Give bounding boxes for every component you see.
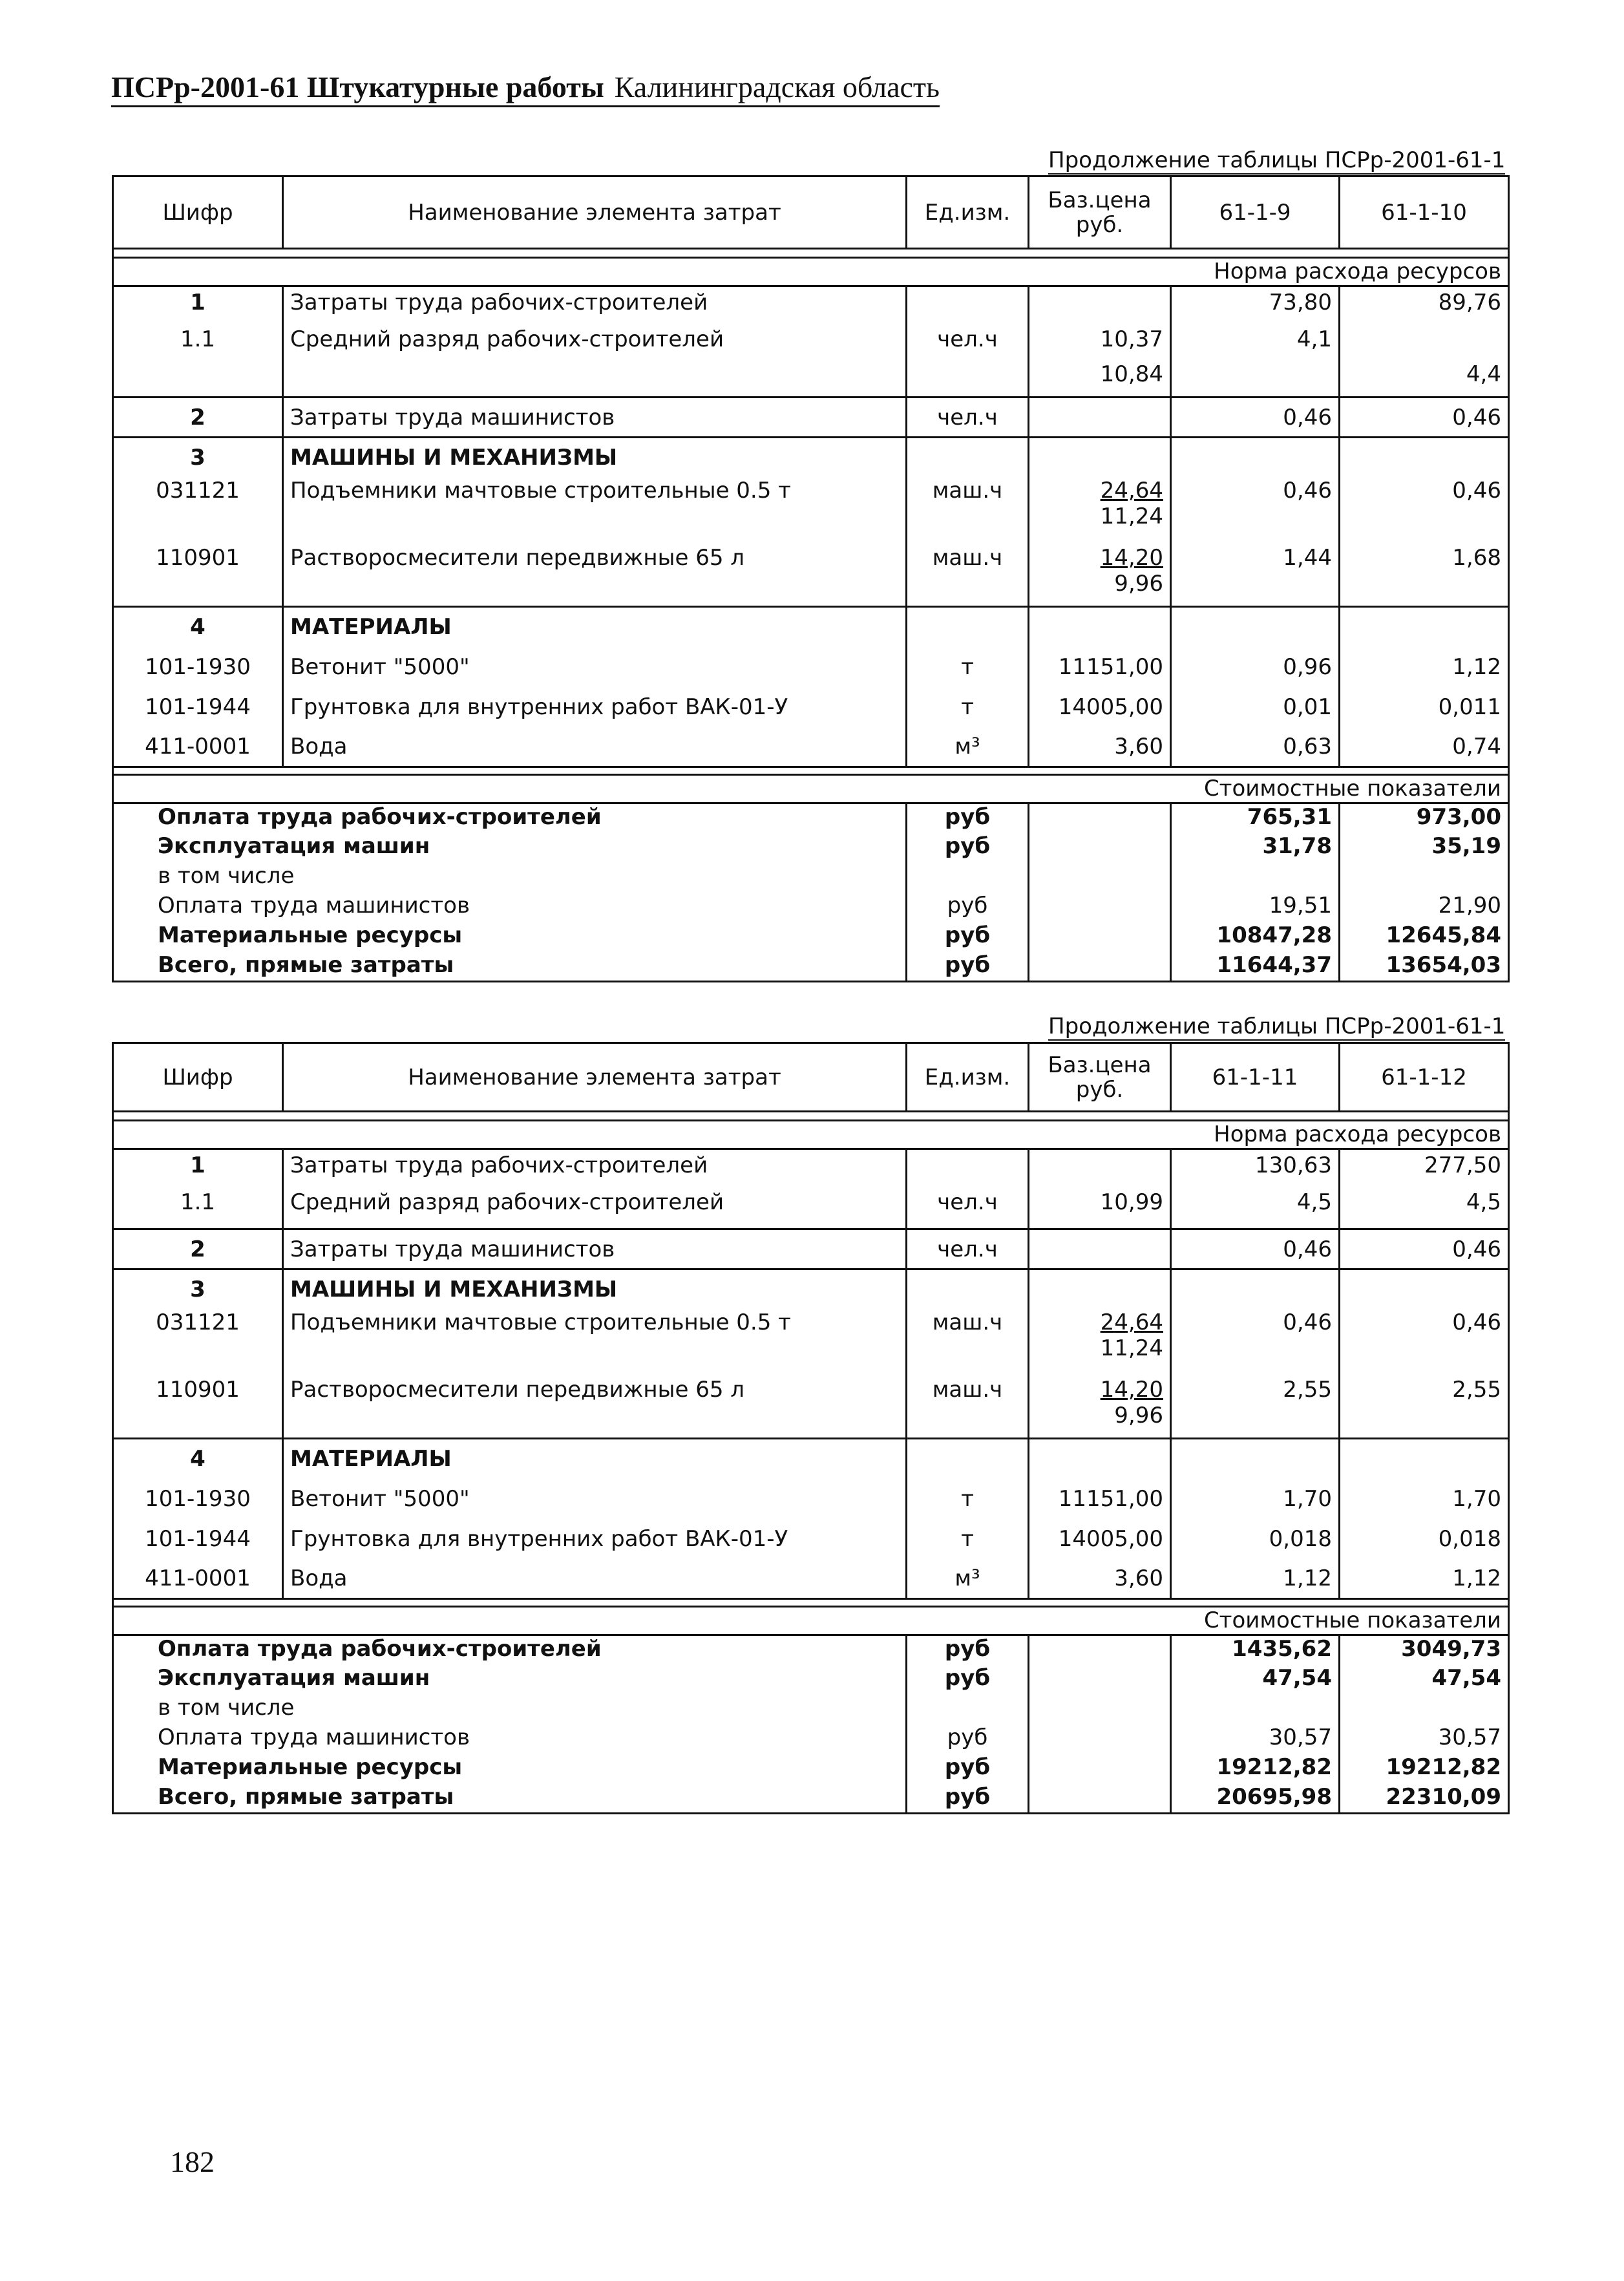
total-row: в том числе <box>113 1695 1509 1724</box>
col-header-price: Баз.цена руб. <box>1029 176 1171 249</box>
total-row: Оплата труда машинистов руб 19,51 21,90 <box>113 893 1509 922</box>
section-row-costs <box>113 1607 1509 1635</box>
total-row: в том числе <box>113 863 1509 893</box>
section-row-materials: 4 МАТЕРИАЛЫ <box>113 607 1509 647</box>
col-header-price: Баз.цена руб. <box>1029 1043 1171 1112</box>
table-row: 101-1944 Грунтовка для внутренних работ ВАК-01-У т 14005,00 0,018 0,018 <box>113 1519 1509 1559</box>
page-number: 182 <box>170 2145 215 2178</box>
total-row: Материальные ресурсы руб 19212,82 19212,82 <box>113 1754 1509 1784</box>
document-code-title: ПСРр-2001-61 Штукатурные работы <box>111 70 604 103</box>
table-row: 1.1 Средний разряд рабочих-строителей чел.ч 10,37 10,84 4,1 4,4 <box>113 326 1509 398</box>
table-row: 110901 Растворосмесители передвижные 65 л маш.ч 14,20 9,96 2,55 2,55 <box>113 1377 1509 1439</box>
total-row: Эксплуатация машин руб 47,54 47,54 <box>113 1665 1509 1695</box>
col-header-code: Шифр <box>113 176 283 249</box>
table-row: 1 Затраты труда рабочих-строителей 130,63 277,50 <box>113 1149 1509 1189</box>
column-header-row <box>113 1043 1509 1112</box>
total-row: Всего, прямые затраты руб 11644,37 13654,03 <box>113 952 1509 982</box>
table-caption: Продолжение таблицы ПСРр-2001-61-1 <box>1048 147 1506 173</box>
cost-table <box>112 175 1510 982</box>
table-row: 031121 Подъемники мачтовые строительные 0.5 т маш.ч 24,64 11,24 0,46 0,46 <box>113 478 1509 545</box>
table-row: 101-1930 Ветонит "5000" т 11151,00 1,70 1,70 <box>113 1479 1509 1519</box>
section-row-costs <box>113 775 1509 803</box>
column-header-row <box>113 176 1509 249</box>
section-costs: Стоимостные показатели <box>113 1607 1509 1635</box>
cost-table <box>112 1042 1510 1814</box>
table-row: 031121 Подъемники мачтовые строительные 0.5 т маш.ч 24,64 11,24 0,46 0,46 <box>113 1310 1509 1377</box>
col-header-name: Наименование элемента затрат <box>283 1043 907 1112</box>
total-row: Эксплуатация машин руб 31,78 35,19 <box>113 833 1509 863</box>
table-row: 411-0001 Вода м³ 3,60 0,63 0,74 <box>113 727 1509 767</box>
col-header-61-1-11: 61-1-11 <box>1171 1043 1340 1112</box>
col-header-name: Наименование элемента затрат <box>283 176 907 249</box>
total-row: Оплата труда рабочих-строителей руб 1435,62 3049,73 <box>113 1635 1509 1665</box>
total-row: Всего, прямые затраты руб 20695,98 22310,09 <box>113 1784 1509 1814</box>
table-row: 110901 Растворосмесители передвижные 65 л маш.ч 14,20 9,96 1,44 1,68 <box>113 545 1509 607</box>
col-header-61-1-9: 61-1-9 <box>1171 176 1340 249</box>
col-header-unit: Ед.изм. <box>907 176 1029 249</box>
section-norms: Норма расхода ресурсов <box>113 258 1509 286</box>
total-row: Материальные ресурсы руб 10847,28 12645,84 <box>113 922 1509 952</box>
table-row: 2 Затраты труда машинистов чел.ч 0,46 0,46 <box>113 1229 1509 1269</box>
table-row: 1.1 Средний разряд рабочих-строителей чел.ч 10,99 4,5 4,5 <box>113 1189 1509 1229</box>
section-costs: Стоимостные показатели <box>113 775 1509 803</box>
total-row: Оплата труда рабочих-строителей руб 765,31 973,00 <box>113 803 1509 833</box>
page-header <box>111 70 940 107</box>
table-caption: Продолжение таблицы ПСРр-2001-61-1 <box>1048 1013 1506 1039</box>
table-row: 101-1930 Ветонит "5000" т 11151,00 0,96 1,12 <box>113 647 1509 687</box>
section-row-machines: 3 МАШИНЫ И МЕХАНИЗМЫ <box>113 438 1509 478</box>
col-header-code: Шифр <box>113 1043 283 1112</box>
table-row: 101-1944 Грунтовка для внутренних работ ВАК-01-У т 14005,00 0,01 0,011 <box>113 687 1509 727</box>
section-row-machines: 3 МАШИНЫ И МЕХАНИЗМЫ <box>113 1269 1509 1310</box>
table-row: 1 Затраты труда рабочих-строителей 73,80 89,76 <box>113 286 1509 326</box>
section-row-materials: 4 МАТЕРИАЛЫ <box>113 1439 1509 1479</box>
table-row: 411-0001 Вода м³ 3,60 1,12 1,12 <box>113 1559 1509 1599</box>
col-header-61-1-10: 61-1-10 <box>1340 176 1509 249</box>
section-row-norms <box>113 258 1509 286</box>
region-name: Калининградская область <box>614 70 940 103</box>
table-row: 2 Затраты труда машинистов чел.ч 0,46 0,46 <box>113 398 1509 438</box>
col-header-unit: Ед.изм. <box>907 1043 1029 1112</box>
col-header-61-1-12: 61-1-12 <box>1340 1043 1509 1112</box>
total-row: Оплата труда машинистов руб 30,57 30,57 <box>113 1724 1509 1754</box>
section-row-norms <box>113 1121 1509 1149</box>
section-norms: Норма расхода ресурсов <box>113 1121 1509 1149</box>
